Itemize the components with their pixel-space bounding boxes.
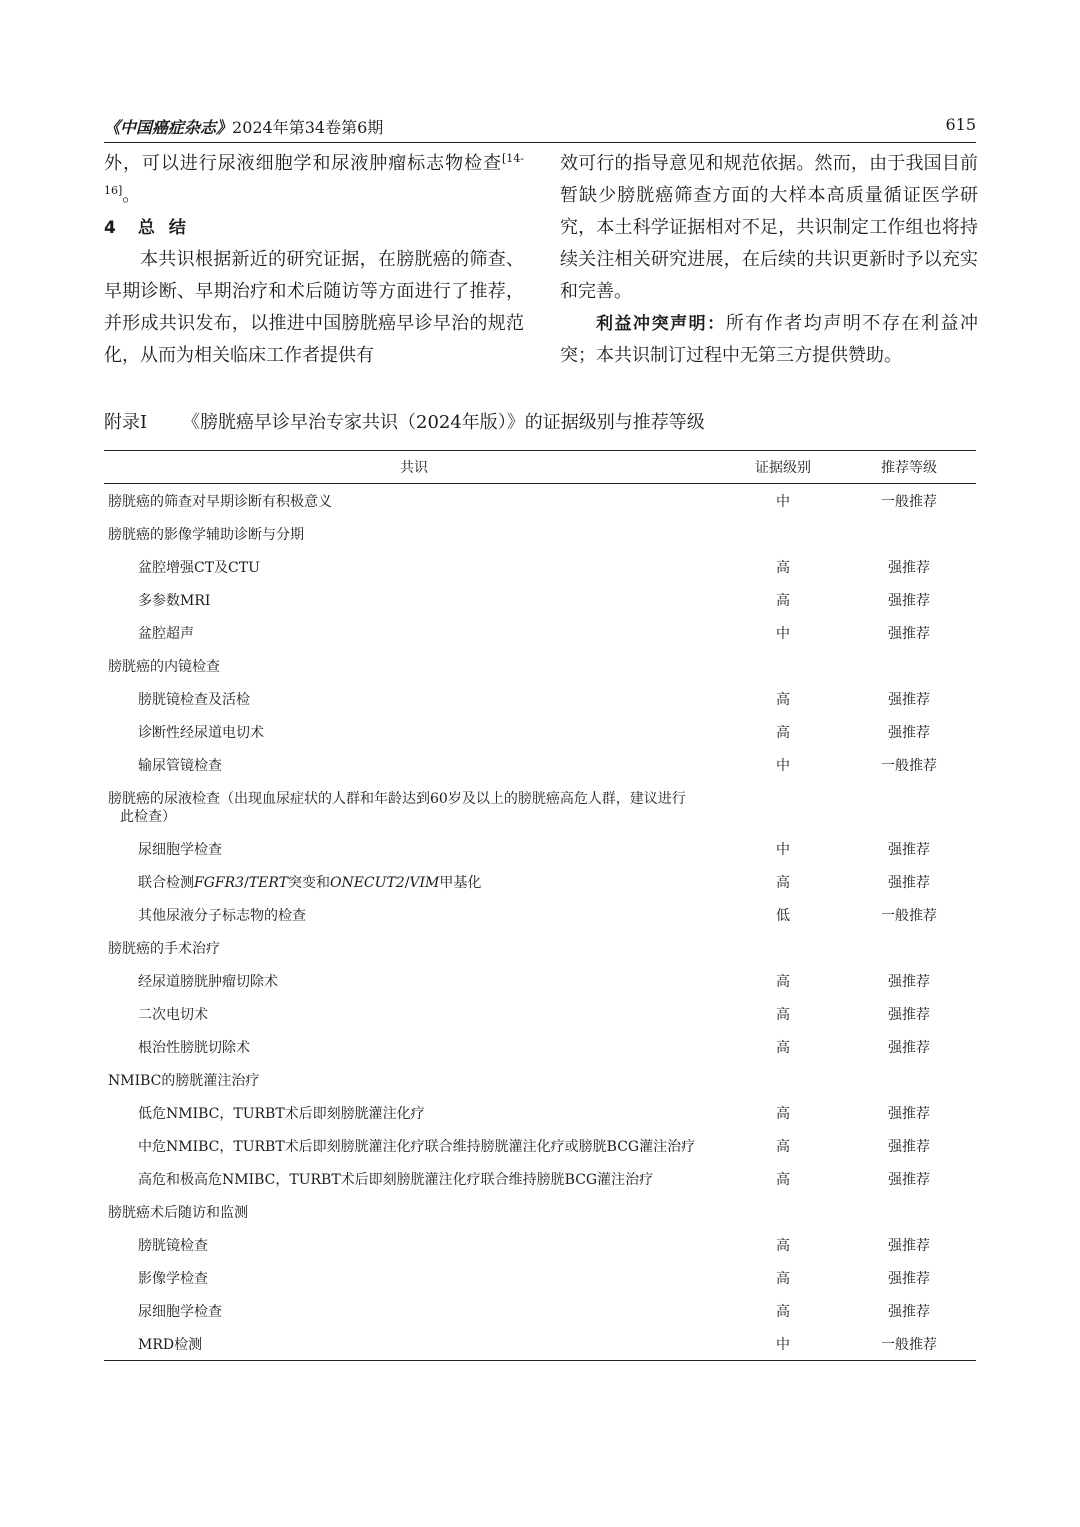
table-body: [104, 484, 976, 1360]
table-row: [104, 715, 976, 748]
page-number: 615: [945, 115, 976, 134]
evidence-level-cell: 高: [776, 1303, 790, 1320]
recommendation-grade-cell: 强推荐: [888, 1171, 930, 1188]
evidence-level-cell: 高: [776, 1006, 790, 1023]
consensus-text-part: ONECUT2: [329, 874, 405, 891]
table-row: [104, 1327, 976, 1360]
consensus-text-part: /: [244, 874, 249, 891]
table-row: [104, 832, 976, 865]
table-category-row: [104, 1063, 976, 1096]
consensus-cell: 膀胱癌的内镜检查: [108, 658, 220, 675]
consensus-cell: 多参数MRI: [138, 592, 211, 609]
evidence-level-cell: 中: [776, 493, 790, 510]
consensus-cell: 盆腔增强CT及CTU: [138, 559, 260, 576]
consensus-cell: 膀胱癌的影像学辅助诊断与分期: [108, 526, 304, 543]
table-row: [104, 1030, 976, 1063]
table-header-row: [104, 451, 976, 484]
paragraph-summary: 本共识根据新近的研究证据，在膀胱癌的筛查、早期诊断、早期治疗和术后随访等方面进行了推荐，并形成共识发布，以推进中国膀胱癌早诊早治的规范化，从而为相关临床工作者提供有: [104, 249, 524, 366]
table-category-row: [104, 931, 976, 964]
table-row: [104, 748, 976, 781]
consensus-cell: 膀胱镜检查: [138, 1237, 208, 1254]
table-category-row: [104, 517, 976, 550]
recommendation-grade-cell: 一般推荐: [881, 493, 937, 510]
recommendation-grade-cell: 强推荐: [888, 1105, 930, 1122]
section-title-char-1: 总: [137, 218, 155, 238]
evidence-level-cell: 高: [776, 1237, 790, 1254]
table-row: [104, 964, 976, 997]
consensus-cell: 膀胱癌术后随访和监测: [108, 1204, 248, 1221]
recommendation-grade-cell: 强推荐: [888, 691, 930, 708]
consensus-cell: [104, 872, 724, 892]
paragraph-end: 。: [122, 185, 141, 206]
recommendation-grade-cell: 一般推荐: [881, 1336, 937, 1353]
appendix-label: 附录Ⅰ: [104, 412, 148, 433]
consensus-text-part: VIM: [409, 874, 440, 891]
paragraph-summary-continued: 效可行的指导意见和规范依据。然而，由于我国目前暂缺少膀胱癌筛查方面的大样本高质量循证医学研究，本土科学证据相对不足，共识制定工作组也将持续关注相关研究进展，在后续的共识更新时予以充实和完善。: [560, 153, 978, 302]
table-category-row: [104, 781, 976, 832]
evidence-level-cell: 高: [776, 973, 790, 990]
consensus-text: 膀胱癌的尿液检查（出现血尿症状的人群和年龄达到60岁及以上的膀胱癌高危人群，建议进行: [108, 790, 686, 807]
section-title-char-2: 结: [168, 218, 186, 238]
recommendation-grade-cell: 强推荐: [888, 874, 930, 891]
table-row: [104, 997, 976, 1030]
evidence-level-cell: 高: [776, 874, 790, 891]
table-category-row: [104, 649, 976, 682]
section-heading: [104, 212, 524, 244]
journal-issue: 2024年第34卷第6期: [232, 118, 384, 137]
recommendation-grade-cell: 强推荐: [888, 625, 930, 642]
consensus-cell: 膀胱镜检查及活检: [138, 691, 250, 708]
consensus-text-part: 突变和: [287, 874, 330, 891]
evidence-level-cell: 高: [776, 724, 790, 741]
consensus-cell: 输尿管镜检查: [138, 757, 222, 774]
consensus-cell: 根治性膀胱切除术: [138, 1039, 250, 1056]
consensus-cell: 中危NMIBC，TURBT术后即刻膀胱灌注化疗联合维持膀胱灌注化疗或膀胱BCG灌注治疗: [138, 1138, 696, 1155]
consensus-cell: 经尿道膀胱肿瘤切除术: [138, 973, 278, 990]
recommendation-grade-cell: 强推荐: [888, 841, 930, 858]
recommendation-grade-cell: 一般推荐: [881, 907, 937, 924]
consensus-cell: 低危NMIBC，TURBT术后即刻膀胱灌注化疗: [138, 1105, 425, 1122]
coi-text: 所有作者均声明不存在利益冲突；本共识制订过程中无第三方提供赞助。: [560, 313, 979, 366]
coi-label: 利益冲突声明：: [596, 314, 726, 334]
consensus-cell: NMIBC的膀胱灌注治疗: [108, 1072, 260, 1089]
table-row: [104, 616, 976, 649]
evidence-level-cell: 低: [776, 907, 790, 924]
left-column: [104, 148, 524, 372]
conflict-of-interest: [560, 308, 978, 372]
consensus-cell: 其他尿液分子标志物的检查: [138, 907, 306, 924]
table-row: [104, 1162, 976, 1195]
consensus-cell: 二次电切术: [138, 1006, 208, 1023]
table-row: [104, 1129, 976, 1162]
evidence-level-cell: 高: [776, 1138, 790, 1155]
header-evidence-level: 证据级别: [755, 460, 811, 476]
consensus-cell: 高危和极高危NMIBC，TURBT术后即刻膀胱灌注化疗联合维持膀胱BCG灌注治疗: [138, 1171, 654, 1188]
evidence-level-cell: 中: [776, 625, 790, 642]
recommendation-grade-cell: 强推荐: [888, 1237, 930, 1254]
consensus-text-part: /: [404, 874, 410, 891]
consensus-cell: 诊断性经尿道电切术: [138, 724, 264, 741]
recommendation-grade-cell: 强推荐: [888, 1039, 930, 1056]
consensus-cell: 盆腔超声: [138, 625, 194, 642]
consensus-text-part: TERT: [248, 874, 288, 891]
consensus-cell: [104, 788, 724, 826]
consensus-cell: 影像学检查: [138, 1270, 208, 1287]
table-row: [104, 1228, 976, 1261]
recommendation-grade-cell: 强推荐: [888, 1270, 930, 1287]
recommendation-grade-cell: 强推荐: [888, 559, 930, 576]
evidence-level-cell: 高: [776, 1105, 790, 1122]
evidence-level-cell: 高: [776, 691, 790, 708]
recommendation-grade-cell: 强推荐: [888, 1303, 930, 1320]
table-row: [104, 682, 976, 715]
table-row: [104, 550, 976, 583]
citation-ref: [14-16]: [104, 152, 524, 197]
recommendation-grade-cell: 强推荐: [888, 724, 930, 741]
paragraph-urine-tests: [104, 148, 524, 212]
table-row: [104, 1294, 976, 1327]
table-row: [104, 583, 976, 616]
evidence-level-cell: 中: [776, 1336, 790, 1353]
appendix-caption: 《膀胱癌早诊早治专家共识（2024年版）》的证据级别与推荐等级: [182, 412, 705, 433]
recommendation-grade-cell: 强推荐: [888, 1138, 930, 1155]
evidence-level-cell: 高: [776, 1171, 790, 1188]
evidence-level-cell: 高: [776, 592, 790, 609]
consensus-cell: 膀胱癌的手术治疗: [108, 940, 220, 957]
table-row: [104, 898, 976, 931]
consensus-text-part: 甲基化: [439, 874, 482, 891]
consensus-cell: 膀胱癌的筛查对早期诊断有积极意义: [108, 493, 332, 510]
consensus-text-continued: 此检查）: [120, 808, 176, 825]
consensus-text-part: 联合检测: [138, 874, 194, 891]
evidence-level-cell: 高: [776, 559, 790, 576]
table-row: [104, 1261, 976, 1294]
running-header: [104, 115, 976, 143]
table-row: [104, 1096, 976, 1129]
consensus-cell: MRD检测: [138, 1336, 203, 1353]
evidence-level-cell: 高: [776, 1039, 790, 1056]
evidence-level-cell: 中: [776, 841, 790, 858]
evidence-level-cell: 高: [776, 1270, 790, 1287]
appendix-title: [104, 408, 705, 434]
consensus-cell: 尿细胞学检查: [138, 841, 222, 858]
header-consensus: 共识: [400, 460, 428, 476]
header-recommendation-grade: 推荐等级: [881, 460, 937, 476]
recommendation-grade-cell: 强推荐: [888, 1006, 930, 1023]
evidence-level-cell: 中: [776, 757, 790, 774]
paragraph-text: 外，可以进行尿液细胞学和尿液肿瘤标志物检查: [104, 153, 502, 174]
table-row: [104, 865, 976, 898]
section-number: 4: [104, 218, 116, 238]
consensus-cell: 尿细胞学检查: [138, 1303, 222, 1320]
recommendation-grade-cell: 强推荐: [888, 592, 930, 609]
table-category-row: [104, 1195, 976, 1228]
journal-name: 《中国癌症杂志》: [104, 118, 233, 137]
journal-citation: [104, 115, 383, 138]
consensus-text-part: FGFR3: [194, 874, 245, 891]
recommendation-grade-cell: 一般推荐: [881, 757, 937, 774]
evidence-table: [104, 450, 976, 1361]
right-column: [560, 148, 978, 372]
table-category-row: [104, 484, 976, 517]
recommendation-grade-cell: 强推荐: [888, 973, 930, 990]
